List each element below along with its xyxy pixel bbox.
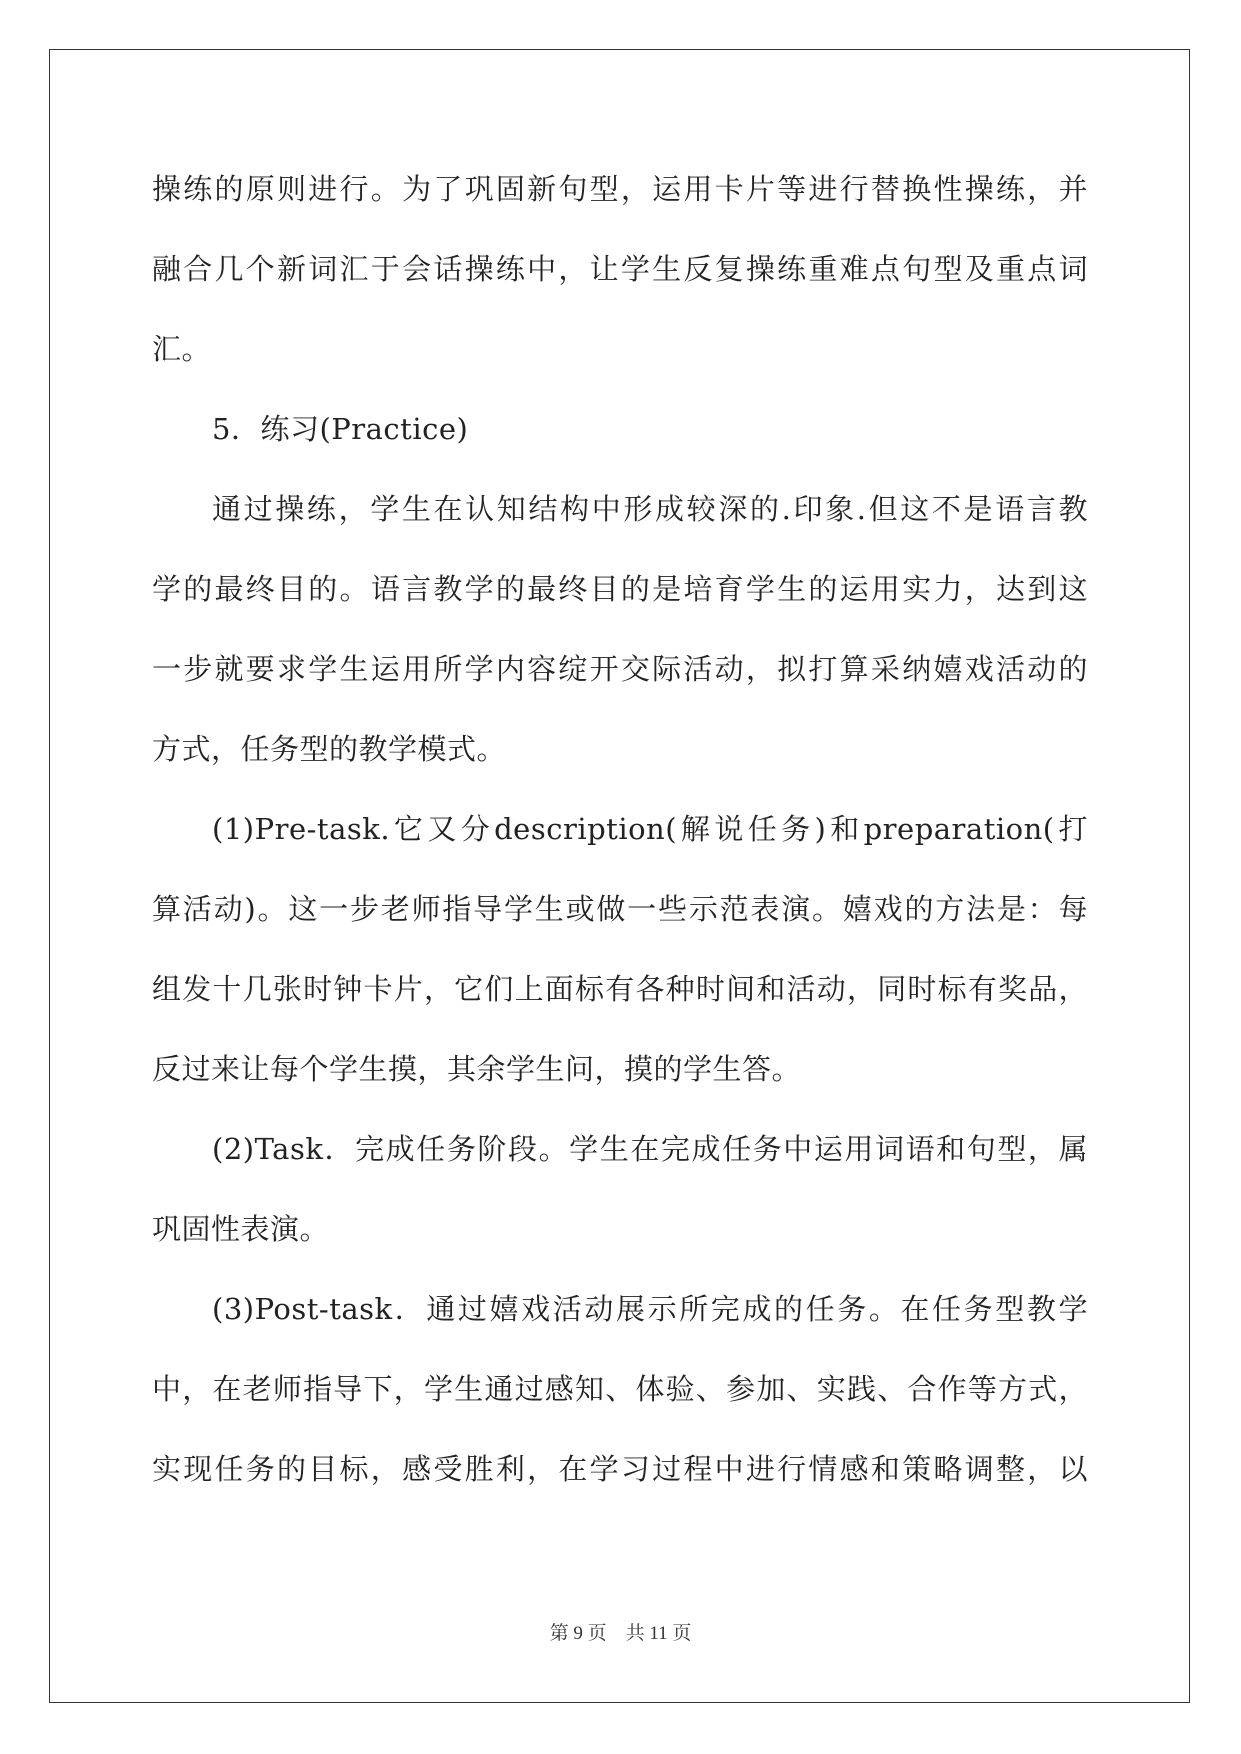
text-line: 操练的原则进行。为了巩固新句型，运用卡片等进行替换性操练，并 <box>152 172 1088 206</box>
text-line: 组发十几张时钟卡片，它们上面标有各种时间和活动，同时标有奖品， <box>152 972 1088 1006</box>
text-line: 汇。 <box>152 332 212 366</box>
text-line: 反过来让每个学生摸，其余学生问，摸的学生答。 <box>152 1052 802 1086</box>
text-line: 实现任务的目标，感受胜利，在学习过程中进行情感和策略调整，以 <box>152 1452 1088 1486</box>
text-line: 通过操练，学生在认知结构中形成较深的.印象.但这不是语言教 <box>212 492 1088 526</box>
text-line: (1)Pre-task.它又分description(解说任务)和preparation(打 <box>212 812 1088 846</box>
text-line: 巩固性表演。 <box>152 1212 330 1246</box>
page-number-footer: 第 9 页 共 11 页 <box>549 1623 692 1644</box>
text-line: 一步就要求学生运用所学内容绽开交际活动，拟打算采纳嬉戏活动的 <box>152 652 1088 686</box>
text-line: 融合几个新词汇于会话操练中，让学生反复操练重难点句型及重点词 <box>152 252 1088 286</box>
text-line: (2)Task．完成任务阶段。学生在完成任务中运用词语和句型，属 <box>212 1132 1088 1166</box>
text-line: 方式，任务型的教学模式。 <box>152 732 507 766</box>
section-heading: 5．练习(Practice) <box>212 412 469 446</box>
text-line: (3)Post-task．通过嬉戏活动展示所完成的任务。在任务型教学 <box>212 1292 1088 1326</box>
text-line: 算活动)。这一步老师指导学生或做一些示范表演。嬉戏的方法是：每 <box>152 892 1088 926</box>
text-line: 中，在老师指导下，学生通过感知、体验、参加、实践、合作等方式， <box>152 1372 1088 1406</box>
text-line: 学的最终目的。语言教学的最终目的是培育学生的运用实力，达到这 <box>152 572 1088 606</box>
